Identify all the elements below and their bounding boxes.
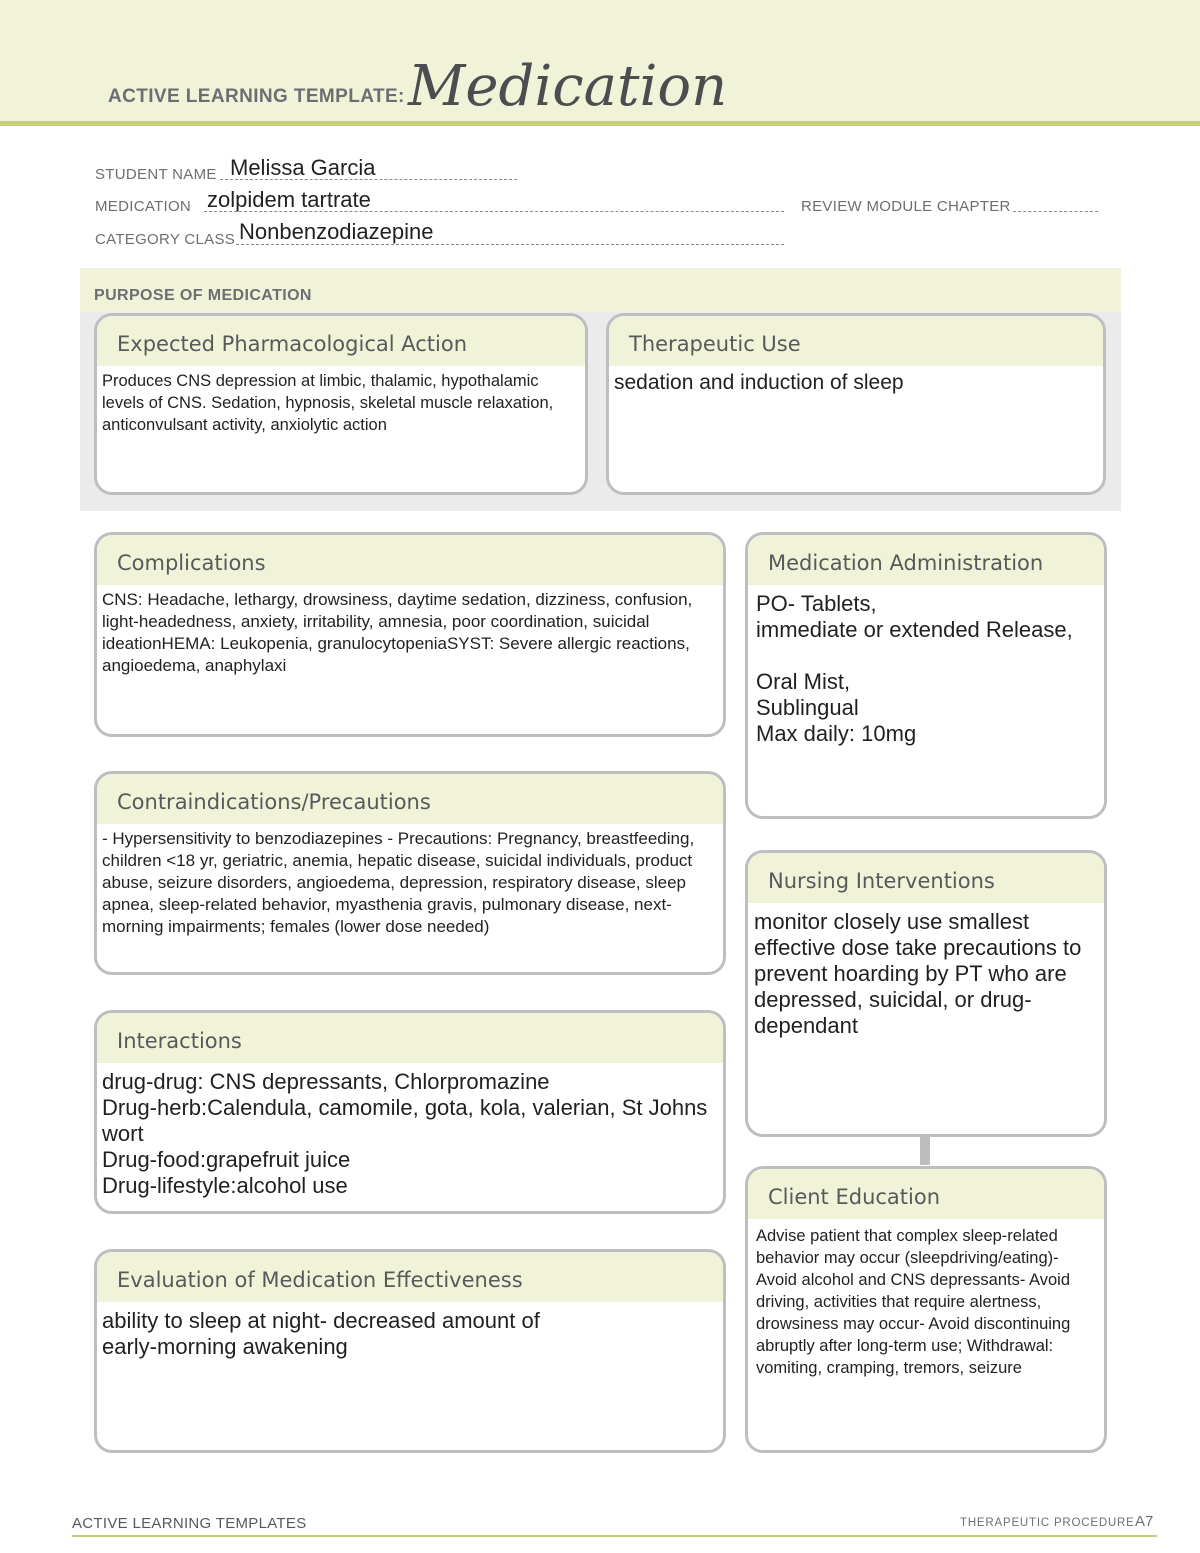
administration-text[interactable] xyxy=(748,585,1104,747)
complications-box xyxy=(94,532,726,737)
nursing-interventions-box xyxy=(745,850,1107,1137)
review-module-label: REVIEW MODULE CHAPTER xyxy=(801,198,1011,215)
evaluation-box xyxy=(94,1249,726,1453)
footer-left: ACTIVE LEARNING TEMPLATES xyxy=(72,1515,307,1532)
evaluation-text[interactable]: ability to sleep at night- decreased amount of early-morning awakening xyxy=(102,1308,540,1359)
purpose-label: PURPOSE OF MEDICATION xyxy=(94,287,312,304)
administration-line: PO- Tablets, xyxy=(756,591,877,616)
interactions-line: drug-drug: CNS depressants, Chlorpromazine xyxy=(102,1069,550,1094)
student-name-label: STUDENT NAME xyxy=(95,166,217,183)
client-education-title: Client Education xyxy=(748,1169,1104,1219)
page-number: A7 xyxy=(1135,1513,1154,1530)
evaluation-title: Evaluation of Medication Effectiveness xyxy=(97,1252,723,1302)
nursing-interventions-text[interactable]: monitor closely use smallest effective dose take precautions to prevent hoarding by PT who are depressed, suicidal, or drug-dependant xyxy=(754,909,1082,1038)
administration-line: immediate or extended Release, xyxy=(756,617,1073,642)
category-class-field[interactable]: Nonbenzodiazepine xyxy=(239,219,434,244)
therapeutic-use-title: Therapeutic Use xyxy=(609,316,1103,366)
expected-action-title: Expected Pharmacological Action xyxy=(97,316,585,366)
footer-rule xyxy=(72,1535,1157,1537)
page-title: Medication xyxy=(408,54,728,119)
student-name-field[interactable]: Melissa Garcia xyxy=(230,155,376,180)
template-label: ACTIVE LEARNING TEMPLATE: xyxy=(108,86,405,107)
administration-box xyxy=(745,532,1107,819)
review-module-field[interactable] xyxy=(1013,210,1098,212)
therapeutic-use-text[interactable]: sedation and induction of sleep xyxy=(614,371,904,394)
administration-line: Sublingual xyxy=(756,695,859,720)
administration-title: Medication Administration xyxy=(748,535,1104,585)
complications-text[interactable]: CNS: Headache, lethargy, drowsiness, daytime sedation, dizziness, confusion, light-headedness, anxiety, irritability, amnesia, poor coordination, suicidal ideationHEMA: Leukopenia, granulocytopeniaSYST: Severe allergic reactions, angioedema, anaphylaxi xyxy=(102,590,693,675)
expected-action-text[interactable]: Produces CNS depression at limbic, thalamic, hypothalamic levels of CNS. Sedation, hypnosis, skeletal muscle relaxation, anticonvulsant activity, anxiolytic action xyxy=(102,372,554,434)
interactions-line: Drug-lifestyle:alcohol use xyxy=(102,1173,348,1198)
client-education-text[interactable]: Advise patient that complex sleep-related behavior may occur (sleepdriving/eating)- Avoid alcohol and CNS depressants- Avoid driving, activities that require alertness, drowsiness may occur- Avoid discontinuing abruptly after long-term use; Withdrawal: vomiting, cramping, tremors, seizure xyxy=(756,1227,1071,1377)
category-class-label: CATEGORY CLASS xyxy=(95,231,236,248)
contraindications-box xyxy=(94,771,726,975)
administration-line: Max daily: 10mg xyxy=(756,721,917,746)
medication-label: MEDICATION xyxy=(95,198,192,215)
header-rule xyxy=(0,121,1200,126)
therapeutic-use-box xyxy=(606,313,1106,495)
nursing-interventions-title: Nursing Interventions xyxy=(748,853,1104,903)
medication-field[interactable]: zolpidem tartrate xyxy=(207,187,371,212)
administration-line: Oral Mist, xyxy=(756,669,851,694)
footer-right: THERAPEUTIC PROCEDURE xyxy=(960,1517,1135,1529)
expected-action-box xyxy=(94,313,588,495)
contraindications-title: Contraindications/Precautions xyxy=(97,774,723,824)
interactions-line: Drug-herb:Calendula, camomile, gota, kola, valerian, St Johns wort xyxy=(102,1095,708,1146)
administration-line xyxy=(756,643,1098,669)
client-education-box xyxy=(745,1166,1107,1453)
section-connector xyxy=(920,1135,930,1165)
contraindications-text[interactable]: - Hypersensitivity to benzodiazepines - Precautions: Pregnancy, breastfeeding, children <18 yr, geriatric, anemia, hepatic disease, suicidal individuals, product abuse, seizure disorders, angioedema, depression, respiratory disease, sleep apnea, sleep-related behavior, myasthenia gravis, pulmonary disease, next-morning impairments; females (lower dose needed) xyxy=(102,829,695,936)
complications-title: Complications xyxy=(97,535,723,585)
interactions-box xyxy=(94,1010,726,1214)
interactions-text[interactable] xyxy=(97,1063,723,1199)
interactions-line: Drug-food:grapefruit juice xyxy=(102,1147,351,1172)
interactions-title: Interactions xyxy=(97,1013,723,1063)
